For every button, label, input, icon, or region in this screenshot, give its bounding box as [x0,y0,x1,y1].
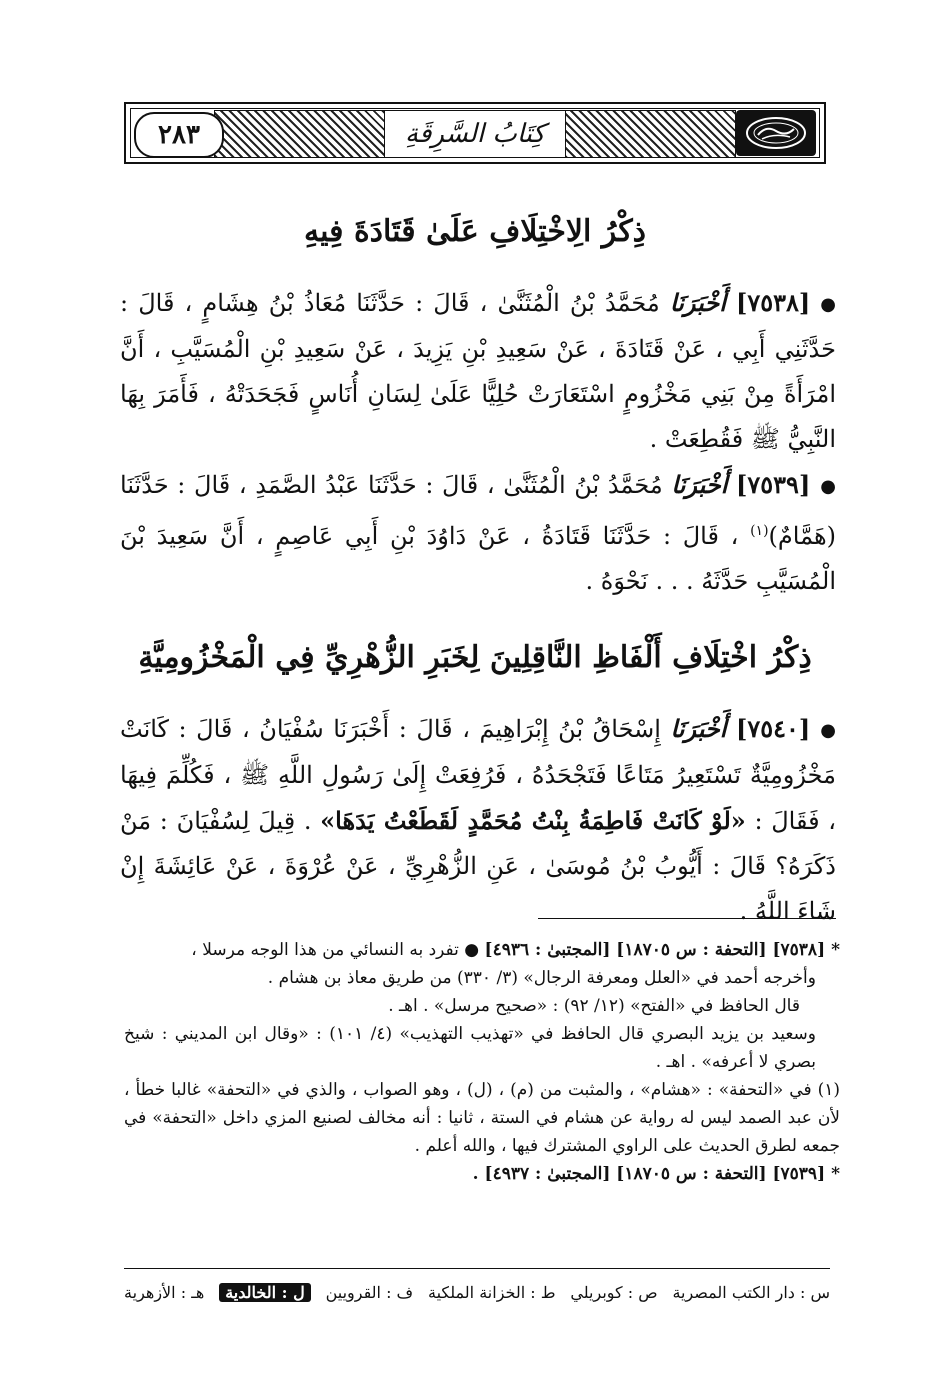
hadith-7538 [120,280,836,462]
section-heading-1: ذِكْرُ الِاخْتِلَافِ عَلَىٰ قَتَادَةَ فِيهِ [304,214,646,249]
legend-item: ف : القرويين [325,1282,414,1302]
footnote-7539-ref: [٧٥٣٩] [التحفة : س ١٨٧٠٥] [المجتبىٰ : ٤٩٣٧] . [472,1164,826,1184]
hadith-7539 [120,462,836,604]
book-title: كِتَابُ السَّرِقَةِ [384,110,566,158]
page-number: ٢٨٣ [134,112,224,158]
hadith-number: [٧٥٤٠] [736,714,811,743]
footnote-1: (١) في «التحفة» : «هشام» ، والمثبت من (م) ، (ل) ، وهو الصواب ، والذي في «التحفة» غالبا خطأ ، لأن عبد الصمد ليس له رواية عن هشام في الستة ، ثانيا : أنه مخالف لصنيع المزي داخل «التحفة» في جمعه لطرق الحديث على الراوي المشترك فيها ، والله أعلم . [124,1080,840,1156]
legend-item: ص : كوبريلي [570,1282,658,1302]
hadith-text-continued: ، قَالَ : حَدَّثَنَا قَتَادَةُ ، عَنْ دَاوُدَ بْنِ أَبِي عَاصِمٍ ، أَنَّ سَعِيدَ بْنَ الْمُسَيَّبِ حَدَّثَهُ . . . نَحْوَهُ . [120,522,836,595]
footnote-star-icon: * [831,940,840,960]
hadith-7540 [120,706,836,934]
footnote-7538-line1 [124,936,840,964]
hadith-text: إِسْحَاقُ بْنُ إِبْرَاهِيمَ ، قَالَ : أَخْبَرَنَا سُفْيَانُ ، قَالَ : كَانَتْ مَخْزُومِيَّةٌ تَسْتَعِيرُ مَتَاعًا فَتَجْحَدُهُ ، فَرُفِعَتْ إِلَىٰ رَسُولِ اللَّهِ ﷺ ، فَكُلِّمَ فِيهَا ، فَقَالَ : [120,715,837,835]
header-ornament-right [564,110,736,158]
hadith-number: [٧٥٣٩] [736,470,811,499]
footnote-marker: (١) [750,523,769,539]
footnote-7538-line3: قال الحافظ في «الفتح» (١٢/ ٩٢) : «صحيح مرسل» . اهـ . [388,996,800,1016]
legend-item: س : دار الكتب المصرية [672,1282,830,1302]
bullet-icon: ● [820,476,837,497]
footnote-star-icon: * [831,1164,840,1184]
footnote-7539 [124,1160,840,1188]
publisher-logo-icon [736,110,816,156]
hadith-ikhbar: أَخْبَرَنَا [670,714,727,743]
footnotes [124,936,840,1188]
hadith-text: مُحَمَّدُ بْنُ الْمُثَنَّىٰ ، قَالَ : حَدَّثَنَا مُعَاذُ بْنُ هِشَامٍ ، قَالَ : حَدَّثَنِي أَبِي ، عَنْ قَتَادَةَ ، عَنْ سَعِيدِ بْنِ يَزِيدَ ، عَنْ سَعِيدِ بْنِ الْمُسَيَّبِ ، أَنَّ امْرَأَةً مِنْ بَنِي مَخْزُومٍ اسْتَعَارَتْ حُلِيًّا عَلَىٰ لِسَانِ أُنَاسٍ فَجَحَدَتْهُ ، فَأَمَرَ بِهَا النَّبِيُّ ﷺ فَقُطِعَتْ . [120,289,836,453]
hadith-number: [٧٥٣٨] [735,288,811,317]
bullet-icon: ● [820,720,836,741]
legend-item: ط : الخزانة الملكية [428,1282,556,1302]
hadith-text: مُحَمَّدُ بْنُ الْمُثَنَّىٰ ، قَالَ : حَدَّثَنَا عَبْدُ الصَّمَدِ ، قَالَ : حَدَّثَنَا (هَمَّامٌ) [120,471,836,550]
footnote-7538-ref: [٧٥٣٨] [التحفة : س ١٨٧٠٥] [المجتبىٰ : ٤٩٣٦] [484,940,826,960]
footnote-divider [538,918,836,919]
footnote-7538-text: تفرد به النسائي من هذا الوجه مرسلا ، [191,940,459,960]
bullet-icon: ● [820,294,836,315]
hadith-text-continued: . قِيلَ لِسُفْيَانَ : مَنْ ذَكَرَهُ؟ قَالَ : أَيُّوبُ بْنُ مُوسَىٰ ، عَنِ الزُّهْرِيِّ ، عَنْ عُرْوَةَ ، عَنْ عَائِشَةَ إِنْ شَاءَ اللَّهُ . [120,807,836,925]
page-header [124,102,826,164]
hadith-ikhbar: أَخْبَرَنَا [671,470,728,499]
footnote-7538-line4: وسعيد بن يزيد البصري قال الحافظ في «تهذيب التهذيب» (٤/ ١٠١) : «وقال ابن المديني : شيخ بصري لا أعرفه» . اهـ . [124,1024,816,1072]
header-ornament-left [214,110,386,158]
footnote-dot-icon: ● [464,940,480,960]
hadith-ikhbar: أَخْبَرَنَا [669,288,726,317]
legend-item: هـ : الأزهرية [124,1282,205,1302]
footnote-7538-line2: وأخرجه أحمد في «العلل ومعرفة الرجال» (٣/ ٣٣٠) من طريق معاذ بن هشام . [267,968,816,988]
section-heading-2: ذِكْرُ اخْتِلَافِ أَلْفَاظِ النَّاقِلِينَ لِخَبَرِ الزُّهْرِيِّ فِي الْمَخْزُومِيَّةِ [138,640,812,675]
legend-divider [124,1268,830,1269]
prophet-saying: «لَوْ كَانَتْ فَاطِمَةُ بِنْتُ مُحَمَّدٍ لَقَطَعْتُ يَدَهَا» [320,806,746,835]
manuscript-legend [124,1278,830,1306]
legend-item-highlighted: ل : الخالدية [219,1283,311,1302]
